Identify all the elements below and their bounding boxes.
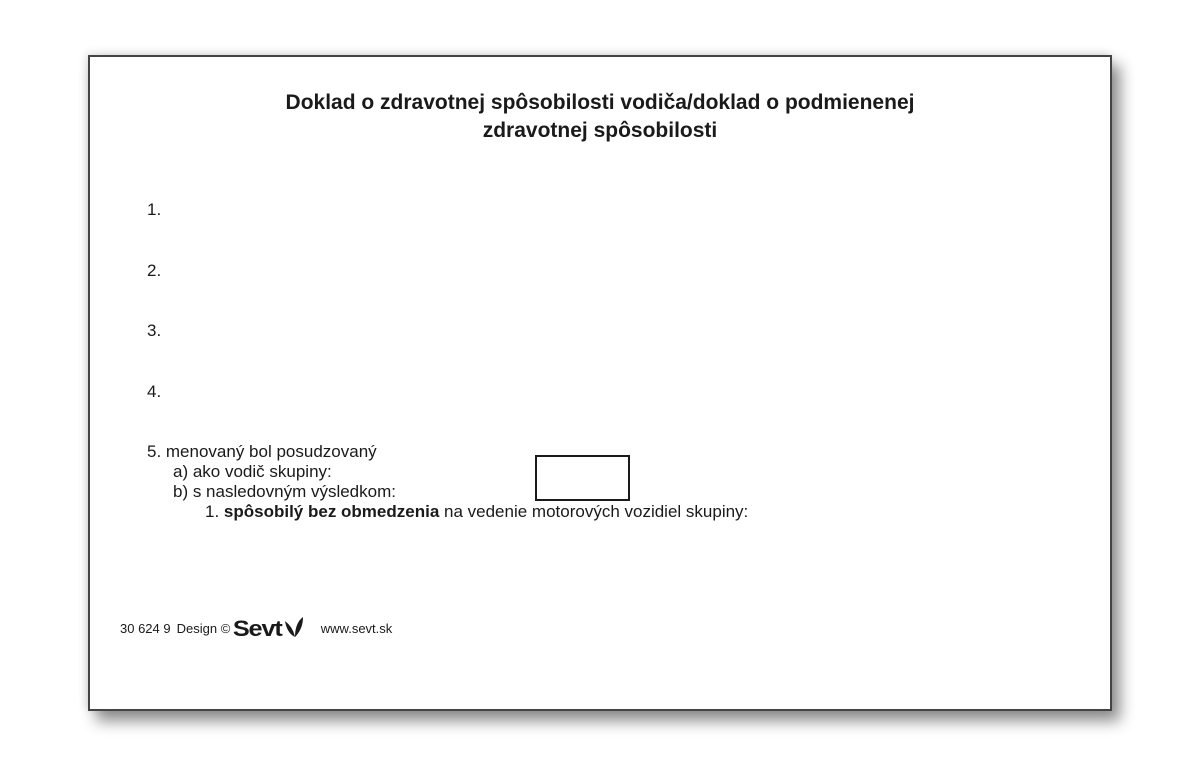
design-label: Design © — [176, 621, 231, 636]
item-5-label: 5. menovaný bol posudzovaný — [147, 442, 377, 461]
document-title — [90, 89, 1110, 145]
item-5 — [147, 442, 748, 522]
footer — [120, 615, 392, 642]
website: www.sevt.sk — [320, 621, 393, 636]
item-5b: b) s nasledovným výsledkom: — [173, 482, 396, 501]
item-4: 4. — [147, 382, 162, 401]
document-card — [88, 55, 1112, 711]
result-bold: spôsobilý bez obmedzenia — [223, 502, 440, 521]
item-5a: a) ako vodič skupiny: — [173, 462, 332, 481]
item-5b1: 1. spôsobilý bez obmedzenia na vedenie motorových vozidiel skupiny: — [205, 502, 749, 521]
sevt-logo: Sevt — [233, 615, 282, 641]
leaf-icon — [283, 615, 307, 642]
item-1: 1. — [147, 200, 162, 219]
title-line-2: zdravotnej spôsobilosti — [482, 119, 718, 142]
title-line-1: Doklad o zdravotnej spôsobilosti vodiča/doklad o podmienenej — [285, 91, 915, 114]
form-code: 30 624 9 — [120, 621, 171, 636]
item-2: 2. — [147, 261, 162, 280]
driver-group-box[interactable] — [535, 455, 630, 501]
item-3: 3. — [147, 321, 162, 340]
